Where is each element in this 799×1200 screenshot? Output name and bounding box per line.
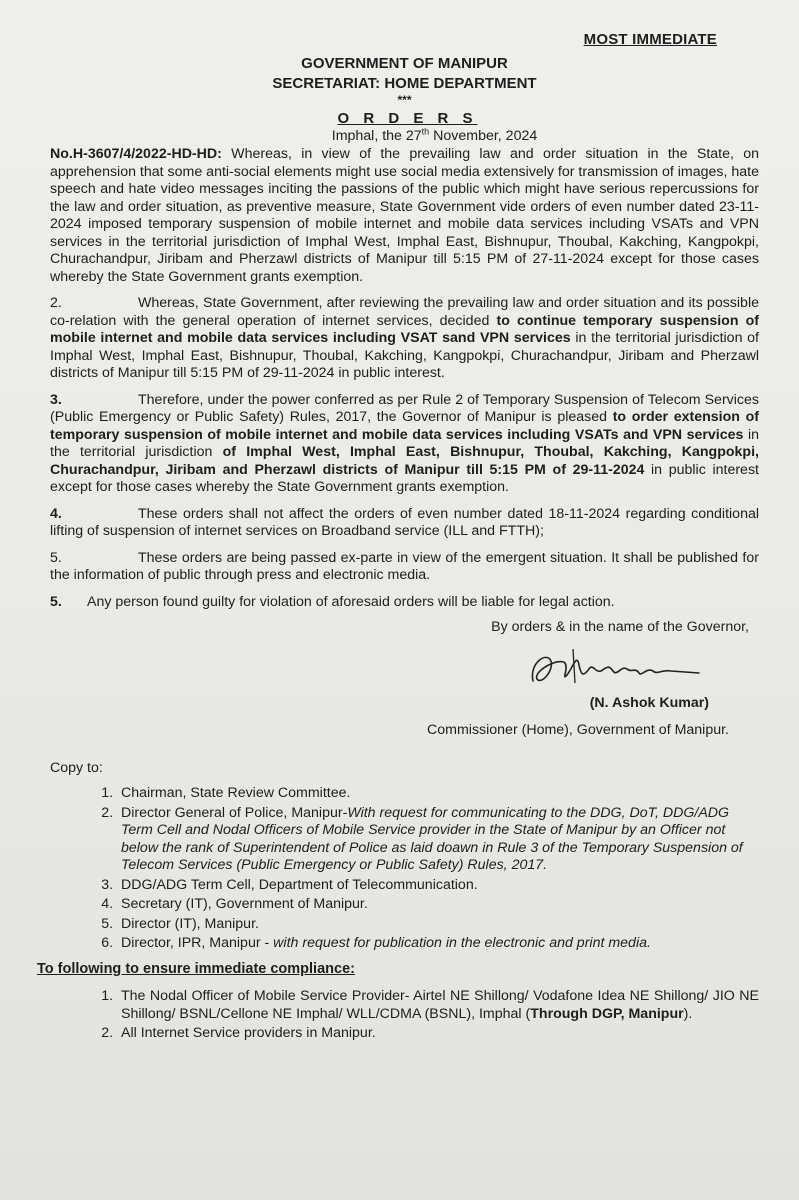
list-item: 1. Chairman, State Review Committee. — [117, 785, 759, 803]
header-separator: *** — [397, 93, 412, 107]
compliance-list — [50, 988, 759, 1043]
handwritten-signature-icon — [521, 643, 711, 695]
paragraph-5: 5. These orders are being passed ex-parte in view of the emergent situation. It shall be published for the information of public through press and electronic media. — [50, 549, 759, 583]
paragraph-4: 4. These orders shall not affect the orders of even number dated 18-11-2024 regarding conditional lifting of suspension of internet services on Broadband service (ILL and FTTH); — [50, 505, 759, 539]
list-item: 2. Director General of Police, Manipur-With request for communicating to the DDG, DoT, DDG/ADG Term Cell and Nodal Officers of Mobile Service provider in the State of Manipur by an Officer not below the rank of Superintendent of Police as laid doawn in Rule 3 of the Temporary Suspension of Telecom Services (Public Emergency or Public Safety) Rules, 2017. — [117, 805, 759, 875]
paragraph-2: 2. Whereas, State Government, after reviewing the prevailing law and order situation and its possible co-relation with the general operation of internet services, decided to continue temporary suspension of mobile internet and mobile data services including VSAT sand VPN services in the territorial jurisdiction of Imphal West, Imphal East, Bishnupur, Thoubal, Kakching, Kangpokpi, Churachandpur, Jiribam and Pherzawl districts of Manipur till 5:15 PM of 29-11-2024 in public interest. — [50, 295, 760, 381]
department-name: SECRETARIAT: HOME DEPARTMENT — [272, 75, 537, 92]
paragraph-6: 5. Any person found guilty for violation of aforesaid orders will be liable for legal action. — [50, 593, 615, 610]
reference-number: No.H-3607/4/2022-HD-HD: — [50, 146, 222, 162]
paragraph-1: No.H-3607/4/2022-HD-HD: Whereas, in view of the prevailing law and order situation in the State, on apprehension that some anti-social elements might use social media extensively for transmission of images, hate speech and hate video messages inciting the passions of the public which might have serious repercussions for the law and order situation, as preventive measure, State Government vide orders of even number dated 23-11-2024 imposed temporary suspension of mobile internet and mobile data services including VSATs and VPN services in the territorial jurisdiction of Imphal West, Imphal East, Bishnupur, Thoubal, Kakching, Kangpokpi, Churachandpur, Jiribam and Pherzawl districts of Manipur till 5:15 PM of 27-11-2024 except for those cases whereby the State Government grants exemption. — [50, 146, 759, 285]
copy-to-list — [50, 785, 759, 953]
list-item: 1. The Nodal Officer of Mobile Service Provider- Airtel NE Shillong/ Vodafone Idea NE Shillong/ JIO NE Shillong/ BSNL/Cellone NE Imphal/ WLL/CDMA (BSNL), Imphal (Through DGP, Manipur). — [117, 988, 759, 1023]
list-item: 4. Secretary (IT), Government of Manipur. — [117, 896, 759, 914]
government-name: GOVERNMENT OF MANIPUR — [301, 55, 508, 72]
signatory-designation: Commissioner (Home), Government of Manipur. — [427, 722, 729, 738]
list-item: 2. All Internet Service providers in Manipur. — [117, 1025, 759, 1043]
compliance-heading: To following to ensure immediate compliance: — [37, 960, 355, 977]
list-item: 3. DDG/ADG Term Cell, Department of Telecommunication. — [117, 877, 759, 895]
by-orders-line: By orders & in the name of the Governor, — [491, 619, 749, 635]
list-item: 6. Director, IPR, Manipur - with request for publication in the electronic and print media. — [117, 935, 759, 953]
signatory-name: (N. Ashok Kumar) — [589, 694, 709, 711]
letterhead — [50, 54, 759, 106]
document-title: O R D E R S — [337, 110, 478, 127]
document-date: Imphal, the 27th November, 2024 — [331, 126, 538, 144]
signature-area — [50, 637, 759, 695]
paragraph-3: 3. Therefore, under the power conferred as per Rule 2 of Temporary Suspension of Telecom Services (Public Emergency or Public Safety) Rules, 2017, the Governor of Manipur is pleased to order extension of temporary suspension of mobile internet and mobile data services including VSATs and VPN services in the territorial jurisdiction of Imphal West, Imphal East, Bishnupur, Thoubal, Kakching, Kangpokpi, Churachandpur, Jiribam and Pherzawl districts of Manipur till 5:15 PM of 29-11-2024 in public interest except for those cases whereby the State Government grants exemption. — [50, 391, 760, 495]
copy-to-heading: Copy to: — [50, 759, 103, 776]
priority-label: MOST IMMEDIATE — [583, 31, 717, 48]
list-item: 5. Director (IT), Manipur. — [117, 916, 759, 934]
